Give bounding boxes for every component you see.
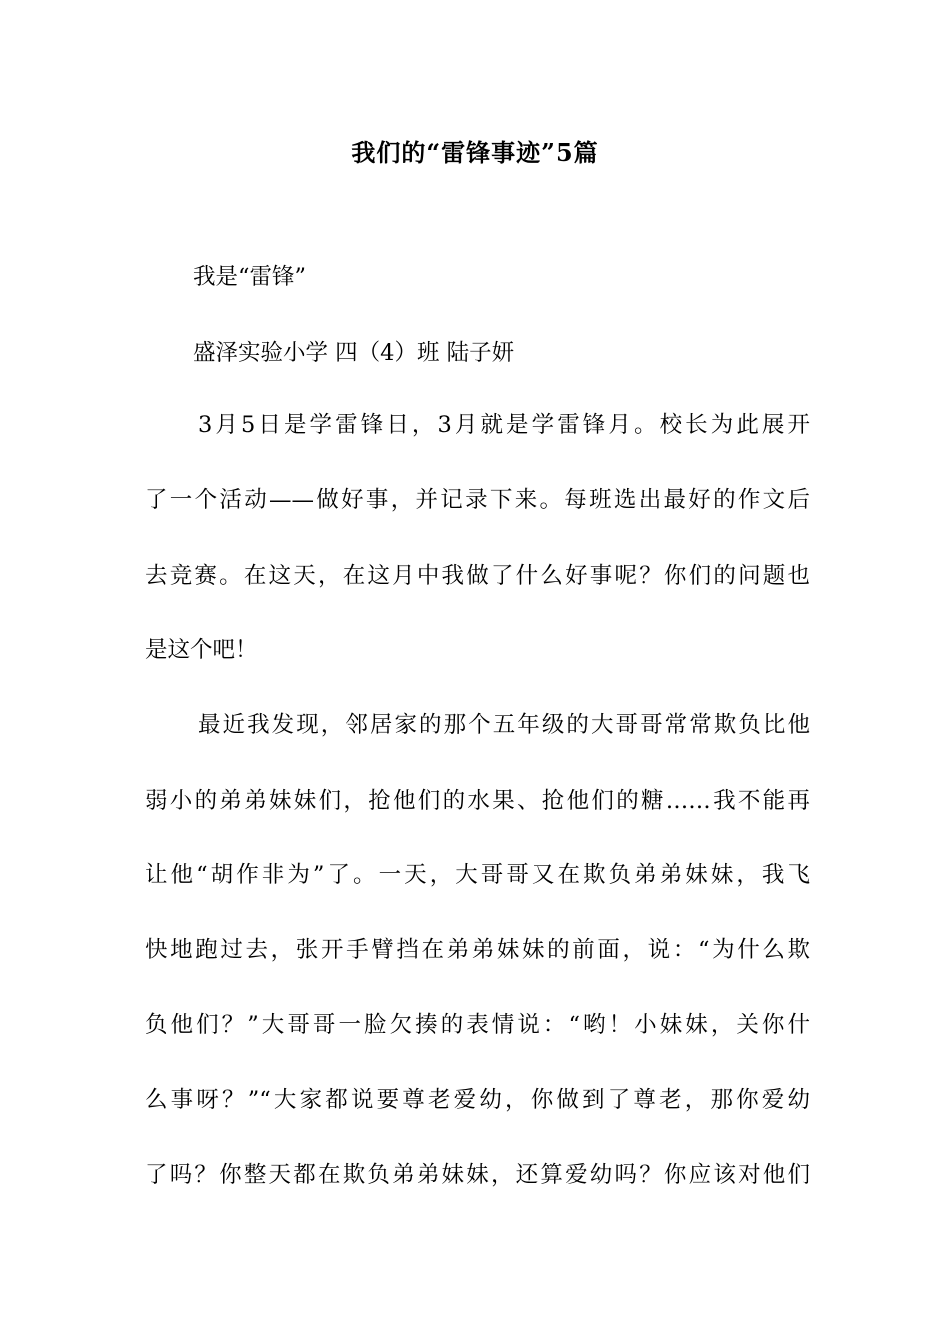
text-line: 了一个活动——做好事，并记录下来。每班选出最好的作文后 [145, 487, 810, 513]
essay-title: 我是“雷锋” [193, 264, 307, 290]
text-line: 快地跑过去，张开手臂挡在弟弟妹妹的前面，说：“为什么欺 [145, 937, 810, 963]
text-line: 最近我发现，邻居家的那个五年级的大哥哥常常欺负比他 [198, 712, 810, 738]
text-line: 弱小的弟弟妹妹们，抢他们的水果、抢他们的糖……我不能再 [145, 788, 810, 814]
text-line: 让他“胡作非为”了。一天，大哥哥又在欺负弟弟妹妹，我飞 [145, 862, 810, 888]
author-line: 盛泽实验小学 四（4）班 陆子妍 [193, 340, 515, 366]
document-title: 我们的“雷锋事迹”5篇 [351, 138, 599, 167]
text-line: 了吗？你整天都在欺负弟弟妹妹，还算爱幼吗？你应该对他们 [145, 1162, 810, 1188]
text-line: 去竞赛。在这天，在这月中我做了什么好事呢？你们的问题也 [145, 563, 810, 589]
text-line: 3月5日是学雷锋日，3月就是学雷锋月。校长为此展开 [198, 412, 810, 438]
text-line: 是这个吧！ [145, 637, 258, 663]
text-line: 负他们？”大哥哥一脸欠揍的表情说：“哟！小妹妹，关你什 [145, 1012, 810, 1038]
text-line: 么事呀？”“大家都说要尊老爱幼，你做到了尊老，那你爱幼 [145, 1087, 810, 1113]
